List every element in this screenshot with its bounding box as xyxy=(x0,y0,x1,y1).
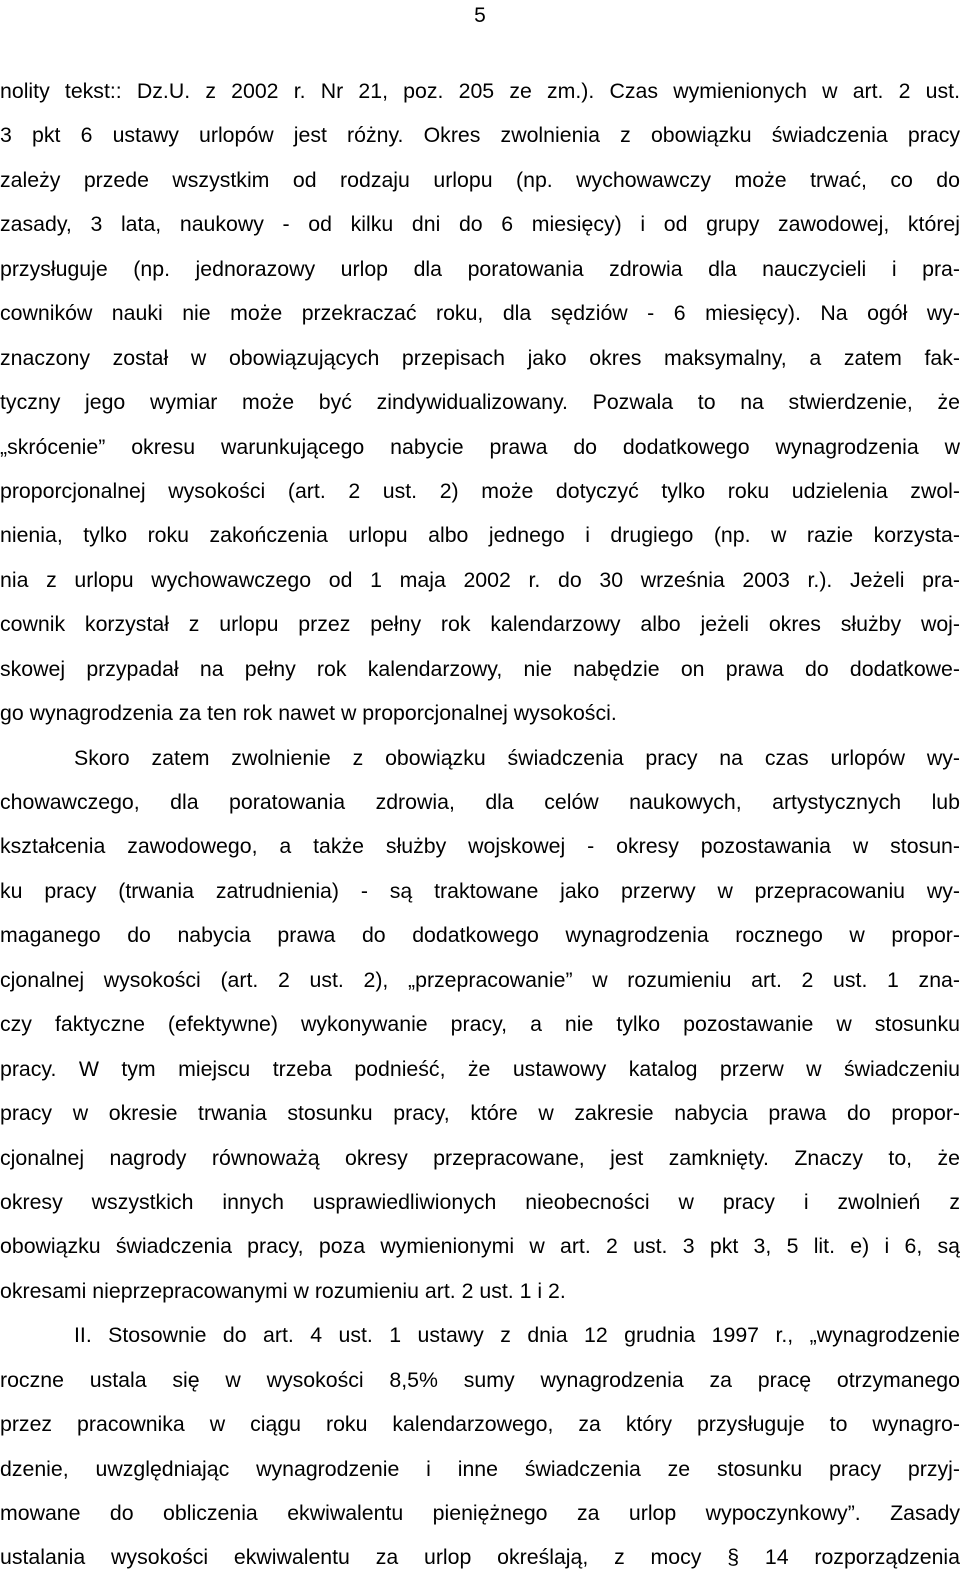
text-line: proporcjonalnej wysokości (art. 2 ust. 2) może dotyczyć tylko roku udzielenia zwol- xyxy=(0,478,960,503)
text-line: „skrócenie” okresu warunkującego nabycie prawa do dodatkowego wynagrodzenia w xyxy=(0,434,960,459)
text-line: ustalania wysokości ekwiwalentu za urlop określają, z mocy § 14 rozporządzenia xyxy=(0,1545,960,1570)
text-line: znaczony został w obowiązujących przepisach jako okres maksymalny, a zatem fak- xyxy=(0,345,960,370)
text-line: zasady, 3 lata, naukowy - od kilku dni do 6 miesięcy) i od grupy zawodowej, której xyxy=(0,212,960,237)
text-line: zależy przede wszystkim od rodzaju urlopu (np. wychowawczy może trwać, co do xyxy=(0,167,960,192)
text-line: przysługuje (np. jednorazowy urlop dla poratowania zdrowia dla nauczycieli i pra- xyxy=(0,256,960,281)
text-line: nia z urlopu wychowawczego od 1 maja 2002 r. do 30 września 2003 r.). Jeżeli pra- xyxy=(0,567,960,592)
text-line: mowane do obliczenia ekwiwalentu pieniężnego za urlop wypoczynkowy”. Zasady xyxy=(0,1501,960,1525)
text-line: tyczny jego wymiar może być zindywidualizowany. Pozwala to na stwierdzenie, że xyxy=(0,390,960,415)
text-line: kształcenia zawodowego, a także służby wojskowej - okresy pozostawania w stosun- xyxy=(0,834,960,859)
document-body xyxy=(0,69,960,1580)
text-line: maganego do nabycia prawa do dodatkowego wynagrodzenia rocznego w propor- xyxy=(0,923,960,948)
text-line: roczne ustala się w wysokości 8,5% sumy wynagrodzenia za pracę otrzymanego xyxy=(0,1367,960,1392)
text-line: pracy. W tym miejscu trzeba podnieść, że ustawowy katalog przerw w świadczeniu xyxy=(0,1056,960,1081)
text-line: cjonalnej wysokości (art. 2 ust. 2), „przepracowanie” w rozumieniu art. 2 ust. 1 zna- xyxy=(0,967,960,992)
text-line: czy faktyczne (efektywne) wykonywanie pracy, a nie tylko pozostawanie w stosunku xyxy=(0,1012,960,1037)
text-line: ku pracy (trwania zatrudnienia) - są traktowane jako przerwy w przepracowaniu wy- xyxy=(0,878,960,903)
text-line: cjonalnej nagrody równoważą okresy przepracowane, jest zamknięty. Znaczy to, że xyxy=(0,1145,960,1170)
text-line: nienia, tylko roku zakończenia urlopu albo jednego i drugiego (np. w razie korzysta- xyxy=(0,523,960,548)
text-line: skowej przypadał na pełny rok kalendarzowy, nie nabędzie on prawa do dodatkowe- xyxy=(0,656,960,681)
text-line: obowiązku świadczenia pracy, poza wymienionymi w art. 2 ust. 3 pkt 3, 5 lit. e) i 6, są xyxy=(0,1234,960,1259)
paragraph-last-line: okresami nieprzepracowanymi w rozumieniu art. 2 ust. 1 i 2. xyxy=(0,1278,566,1303)
text-line: cowników nauki nie może przekraczać roku, dla sędziów - 6 miesięcy). Na ogół wy- xyxy=(0,301,960,326)
text-line: cownik korzystał z urlopu przez pełny rok kalendarzowy albo jeżeli okres służby woj- xyxy=(0,612,960,637)
paragraph-first-line: Skoro zatem zwolnienie z obowiązku świadczenia pracy na czas urlopów wy- xyxy=(74,745,960,770)
text-line: dzenie, uwzględniając wynagrodzenie i inne świadczenia ze stosunku pracy przyj- xyxy=(0,1456,960,1481)
text-line: okresy wszystkich innych usprawiedliwionych nieobecności w pracy i zwolnień z xyxy=(0,1189,960,1214)
paragraph-last-line: go wynagrodzenia za ten rok nawet w proporcjonalnej wysokości. xyxy=(0,701,617,726)
text-line: nolity tekst:: Dz.U. z 2002 r. Nr 21, poz. 205 ze zm.). Czas wymienionych w art. 2 ust. xyxy=(0,79,960,103)
text-line: przez pracownika w ciągu roku kalendarzowego, za który przysługuje to wynagro- xyxy=(0,1412,960,1437)
text-line: pracy w okresie trwania stosunku pracy, które w zakresie nabycia prawa do propor- xyxy=(0,1101,960,1126)
text-line: 3 pkt 6 ustawy urlopów jest różny. Okres zwolnienia z obowiązku świadczenia pracy xyxy=(0,123,960,148)
section-heading-line: II. Stosownie do art. 4 ust. 1 ustawy z dnia 12 grudnia 1997 r., „wynagrodzenie xyxy=(74,1323,960,1348)
page-number: 5 xyxy=(474,4,486,27)
text-line: chowawczego, dla poratowania zdrowia, dla celów naukowych, artystycznych lub xyxy=(0,790,960,814)
